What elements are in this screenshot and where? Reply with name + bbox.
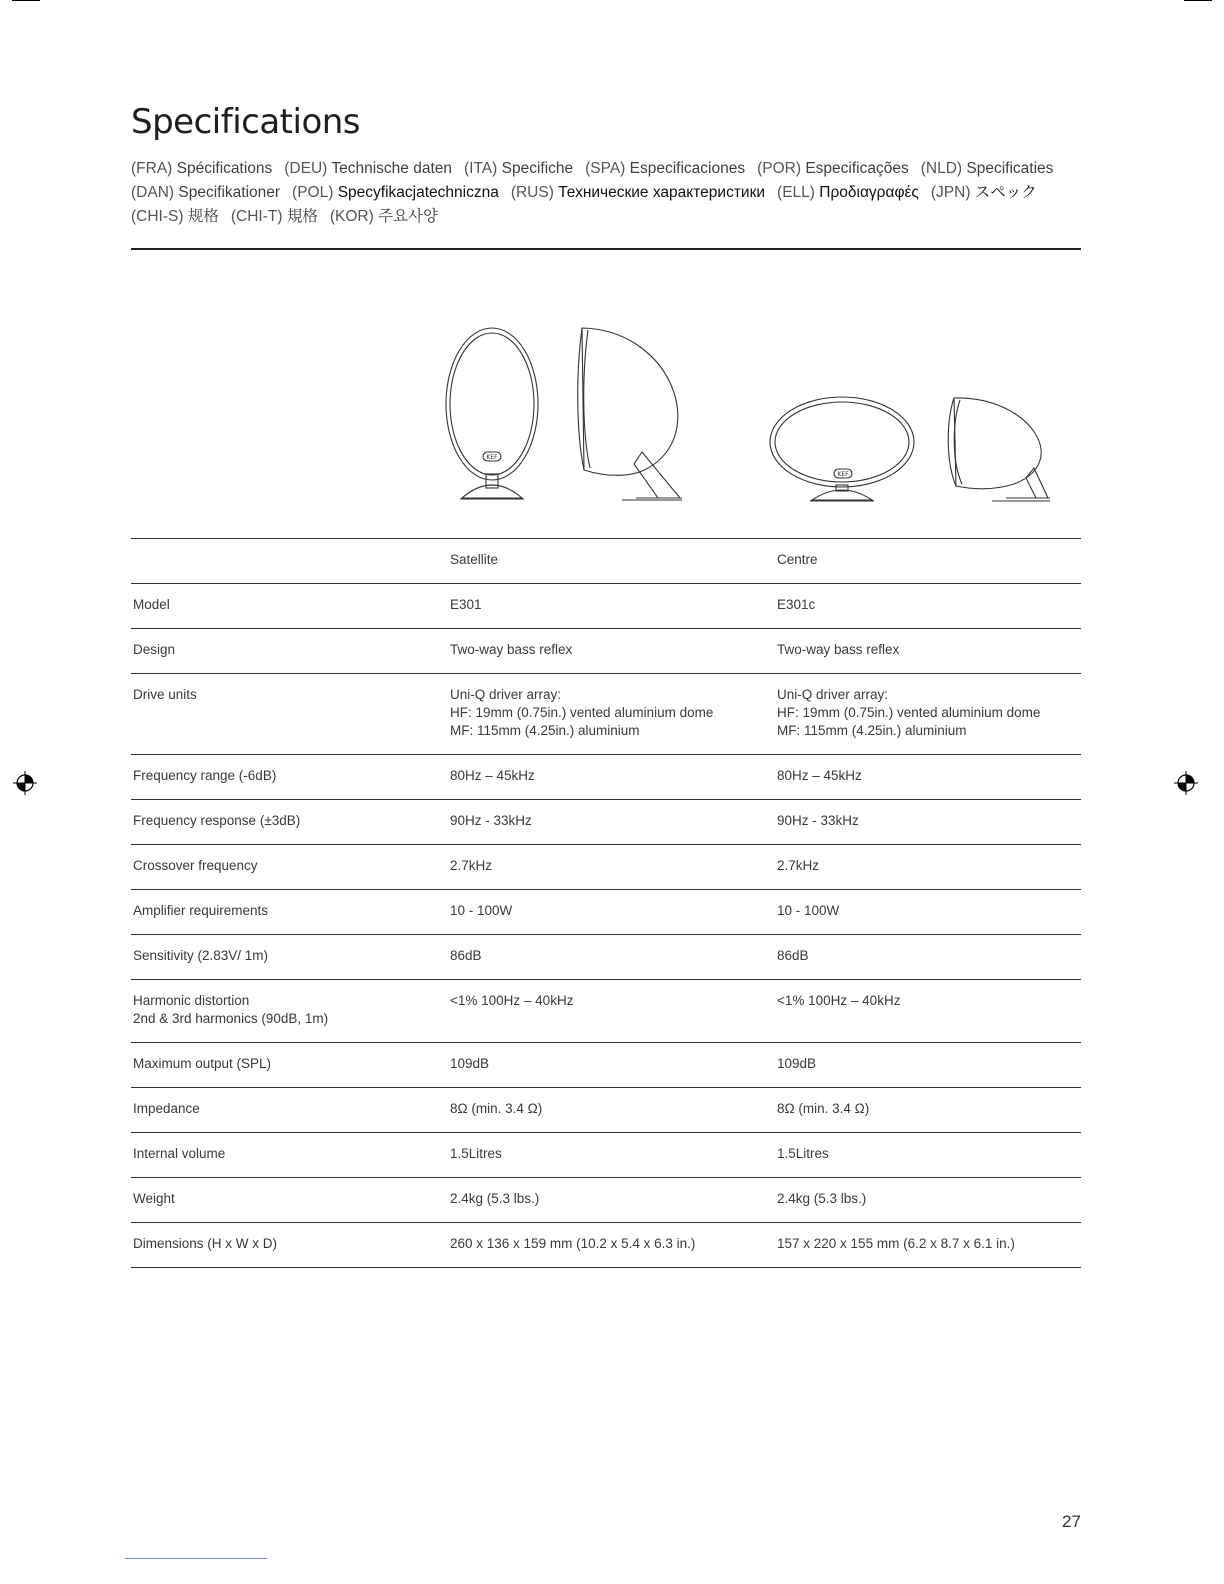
- spec-label-line: Frequency range (-6dB): [133, 768, 277, 783]
- centre-value: [775, 800, 1081, 845]
- satellite-value-line: HF: 19mm (0.75in.) vented aluminium dome: [450, 705, 714, 720]
- language-title: Technische daten: [331, 160, 453, 177]
- satellite-value-line: 109dB: [450, 1056, 490, 1071]
- language-code: (ITA): [464, 160, 498, 177]
- language-title-item: [464, 157, 573, 181]
- centre-value-line: <1% 100Hz – 40kHz: [777, 993, 901, 1008]
- language-title-item: [777, 181, 919, 205]
- satellite-value-line: <1% 100Hz – 40kHz: [450, 993, 574, 1008]
- satellite-value-line: Uni-Q driver array:: [450, 687, 562, 702]
- table-row: [131, 674, 1081, 755]
- centre-value-line: Two-way bass reflex: [777, 642, 900, 657]
- centre-value: [775, 674, 1081, 755]
- spec-label-line: Impedance: [133, 1101, 200, 1116]
- crop-mark-top-right: [1184, 0, 1212, 1]
- centre-value: [775, 584, 1081, 629]
- spec-label-line: Weight: [133, 1191, 175, 1206]
- satellite-value-line: E301: [450, 597, 482, 612]
- centre-value-line: 90Hz - 33kHz: [777, 813, 859, 828]
- satellite-side-view: [578, 328, 682, 500]
- centre-value: [775, 980, 1081, 1043]
- header-label-cell: [131, 539, 448, 584]
- satellite-value: [448, 1223, 775, 1268]
- centre-value: [775, 1088, 1081, 1133]
- language-title: スペック: [974, 184, 1037, 201]
- spec-label-line: Dimensions (H x W x D): [133, 1236, 278, 1251]
- language-title: 规格: [187, 208, 219, 225]
- centre-value-line: 86dB: [777, 948, 809, 963]
- language-code: (JPN): [930, 184, 971, 201]
- language-title: Технические характеристики: [558, 184, 766, 201]
- spec-label: [131, 800, 448, 845]
- registration-mark-icon: [1174, 771, 1198, 795]
- centre-value: [775, 845, 1081, 890]
- satellite-front-view: [446, 328, 538, 499]
- centre-value: [775, 1133, 1081, 1178]
- spec-label-line: Crossover frequency: [133, 858, 258, 873]
- language-title: 規格: [286, 208, 318, 225]
- language-title: Specyfikacjatechniczna: [337, 184, 499, 201]
- centre-value-line: 2.4kg (5.3 lbs.): [777, 1191, 867, 1206]
- satellite-value: [448, 674, 775, 755]
- spec-label-line: Maximum output (SPL): [133, 1056, 272, 1071]
- spec-label: [131, 1223, 448, 1268]
- spec-label-line: Frequency response (±3dB): [133, 813, 301, 828]
- table-row: [131, 1043, 1081, 1088]
- language-title-list: [131, 157, 1091, 229]
- table-row: [131, 800, 1081, 845]
- satellite-value: [448, 755, 775, 800]
- satellite-value-line: 8Ω (min. 3.4 Ω): [450, 1101, 543, 1116]
- language-title-item: [131, 205, 219, 229]
- language-code: (RUS): [510, 184, 554, 201]
- satellite-value: [448, 584, 775, 629]
- centre-front-view: [770, 397, 914, 501]
- language-title-item: [131, 181, 280, 205]
- speaker-illustrations: [440, 322, 1060, 508]
- language-code: (ELL): [777, 184, 815, 201]
- satellite-value-line: 2.7kHz: [450, 858, 493, 873]
- language-title-item: [284, 157, 452, 181]
- language-code: (DEU): [284, 160, 328, 177]
- satellite-value: [448, 1133, 775, 1178]
- language-code: (POR): [757, 160, 802, 177]
- satellite-value-line: 86dB: [450, 948, 482, 963]
- spec-label: [131, 845, 448, 890]
- centre-front-logo: KEF: [837, 471, 849, 478]
- centre-value-line: 80Hz – 45kHz: [777, 768, 862, 783]
- spec-label: [131, 890, 448, 935]
- satellite-value-line: Two-way bass reflex: [450, 642, 573, 657]
- language-code: (CHI-S): [131, 208, 184, 225]
- satellite-value-line: 2.4kg (5.3 lbs.): [450, 1191, 540, 1206]
- table-row: [131, 980, 1081, 1043]
- centre-value: [775, 1223, 1081, 1268]
- table-row: [131, 1223, 1081, 1268]
- language-code: (DAN): [131, 184, 175, 201]
- spec-label-line: Harmonic distortion: [133, 993, 250, 1008]
- spec-label-line: 2nd & 3rd harmonics (90dB, 1m): [133, 1011, 329, 1026]
- satellite-value: [448, 890, 775, 935]
- spec-label-line: Amplifier requirements: [133, 903, 269, 918]
- satellite-value: [448, 629, 775, 674]
- spec-label-line: Internal volume: [133, 1146, 226, 1161]
- spec-label: [131, 629, 448, 674]
- satellite-value-line: 90Hz - 33kHz: [450, 813, 532, 828]
- centre-value-line: Uni-Q driver array:: [777, 687, 889, 702]
- header-divider: [131, 248, 1081, 250]
- centre-value-line: 157 x 220 x 155 mm (6.2 x 8.7 x 6.1 in.): [777, 1236, 1015, 1251]
- language-title-item: [131, 157, 272, 181]
- spec-label: [131, 1178, 448, 1223]
- centre-value: [775, 935, 1081, 980]
- specifications-table: [131, 538, 1081, 1268]
- language-title: Specificaties: [966, 160, 1054, 177]
- language-title-item: [511, 181, 765, 205]
- table-row: [131, 890, 1081, 935]
- satellite-value: [448, 800, 775, 845]
- centre-value: [775, 1178, 1081, 1223]
- header-centre-cell: Centre: [775, 539, 1081, 584]
- language-title-item: [585, 157, 745, 181]
- satellite-value: [448, 1043, 775, 1088]
- centre-value-line: 10 - 100W: [777, 903, 840, 918]
- language-code: (SPA): [585, 160, 626, 177]
- satellite-value-line: 80Hz – 45kHz: [450, 768, 535, 783]
- centre-value-line: HF: 19mm (0.75in.) vented aluminium dome: [777, 705, 1041, 720]
- satellite-value: [448, 1088, 775, 1133]
- spec-label-line: Design: [133, 642, 176, 657]
- language-code: (NLD): [920, 160, 963, 177]
- centre-value-line: 109dB: [777, 1056, 817, 1071]
- table-header-row: [131, 539, 1081, 584]
- satellite-value: [448, 845, 775, 890]
- spec-label: [131, 1133, 448, 1178]
- spec-label: [131, 1088, 448, 1133]
- satellite-value: [448, 1178, 775, 1223]
- language-title: Especificações: [805, 160, 909, 177]
- language-code: (FRA): [131, 160, 173, 177]
- page-number: 27: [1062, 1512, 1081, 1531]
- language-title: Especificaciones: [629, 160, 746, 177]
- spec-label: [131, 1043, 448, 1088]
- satellite-value-line: 260 x 136 x 159 mm (10.2 x 5.4 x 6.3 in.): [450, 1236, 696, 1251]
- language-title-item: [931, 181, 1037, 205]
- centre-value-line: 1.5Litres: [777, 1146, 829, 1161]
- spec-label-line: Drive units: [133, 687, 197, 702]
- table-row: [131, 935, 1081, 980]
- spec-label: [131, 584, 448, 629]
- language-code: (CHI-T): [230, 208, 283, 225]
- language-title-item: [330, 205, 438, 229]
- centre-value: [775, 890, 1081, 935]
- header-satellite-cell: Satellite: [448, 539, 775, 584]
- centre-value-line: 2.7kHz: [777, 858, 820, 873]
- language-title-item: [921, 157, 1054, 181]
- satellite-front-logo: KEF: [486, 454, 498, 461]
- language-title: Specifikationer: [178, 184, 281, 201]
- satellite-value: [448, 980, 775, 1043]
- language-code: (KOR): [329, 208, 374, 225]
- registration-mark-icon: [13, 771, 37, 795]
- satellite-value-line: 1.5Litres: [450, 1146, 502, 1161]
- table-row: [131, 755, 1081, 800]
- centre-value-line: 8Ω (min. 3.4 Ω): [777, 1101, 870, 1116]
- satellite-value-line: MF: 115mm (4.25in.) aluminium: [450, 723, 640, 738]
- spec-label: [131, 935, 448, 980]
- spec-label: [131, 755, 448, 800]
- centre-value: [775, 1043, 1081, 1088]
- language-title: 주요사양: [378, 208, 438, 225]
- satellite-value-line: 10 - 100W: [450, 903, 513, 918]
- table-row: [131, 629, 1081, 674]
- centre-value-line: MF: 115mm (4.25in.) aluminium: [777, 723, 967, 738]
- language-code: (POL): [292, 184, 334, 201]
- crop-mark-top-left: [12, 0, 40, 1]
- centre-value: [775, 755, 1081, 800]
- table-row: [131, 584, 1081, 629]
- language-title-item: [292, 181, 499, 205]
- language-title-item: [231, 205, 318, 229]
- spec-label: [131, 980, 448, 1043]
- spec-label-line: Model: [133, 597, 170, 612]
- table-row: [131, 1088, 1081, 1133]
- centre-value-line: E301c: [777, 597, 816, 612]
- language-title: Προδιαγραφές: [819, 184, 919, 201]
- centre-value: [775, 629, 1081, 674]
- table-row: [131, 1178, 1081, 1223]
- table-row: [131, 1133, 1081, 1178]
- language-title: Specifiche: [501, 160, 574, 177]
- page-title: Specifications: [131, 102, 361, 142]
- language-title-item: [757, 157, 909, 181]
- centre-side-view: [948, 398, 1050, 501]
- spec-label: [131, 674, 448, 755]
- table-row: [131, 845, 1081, 890]
- satellite-value: [448, 935, 775, 980]
- language-title: Spécifications: [176, 160, 273, 177]
- spec-label-line: Sensitivity (2.83V/ 1m): [133, 948, 269, 963]
- footer-link-line: [125, 1558, 267, 1559]
